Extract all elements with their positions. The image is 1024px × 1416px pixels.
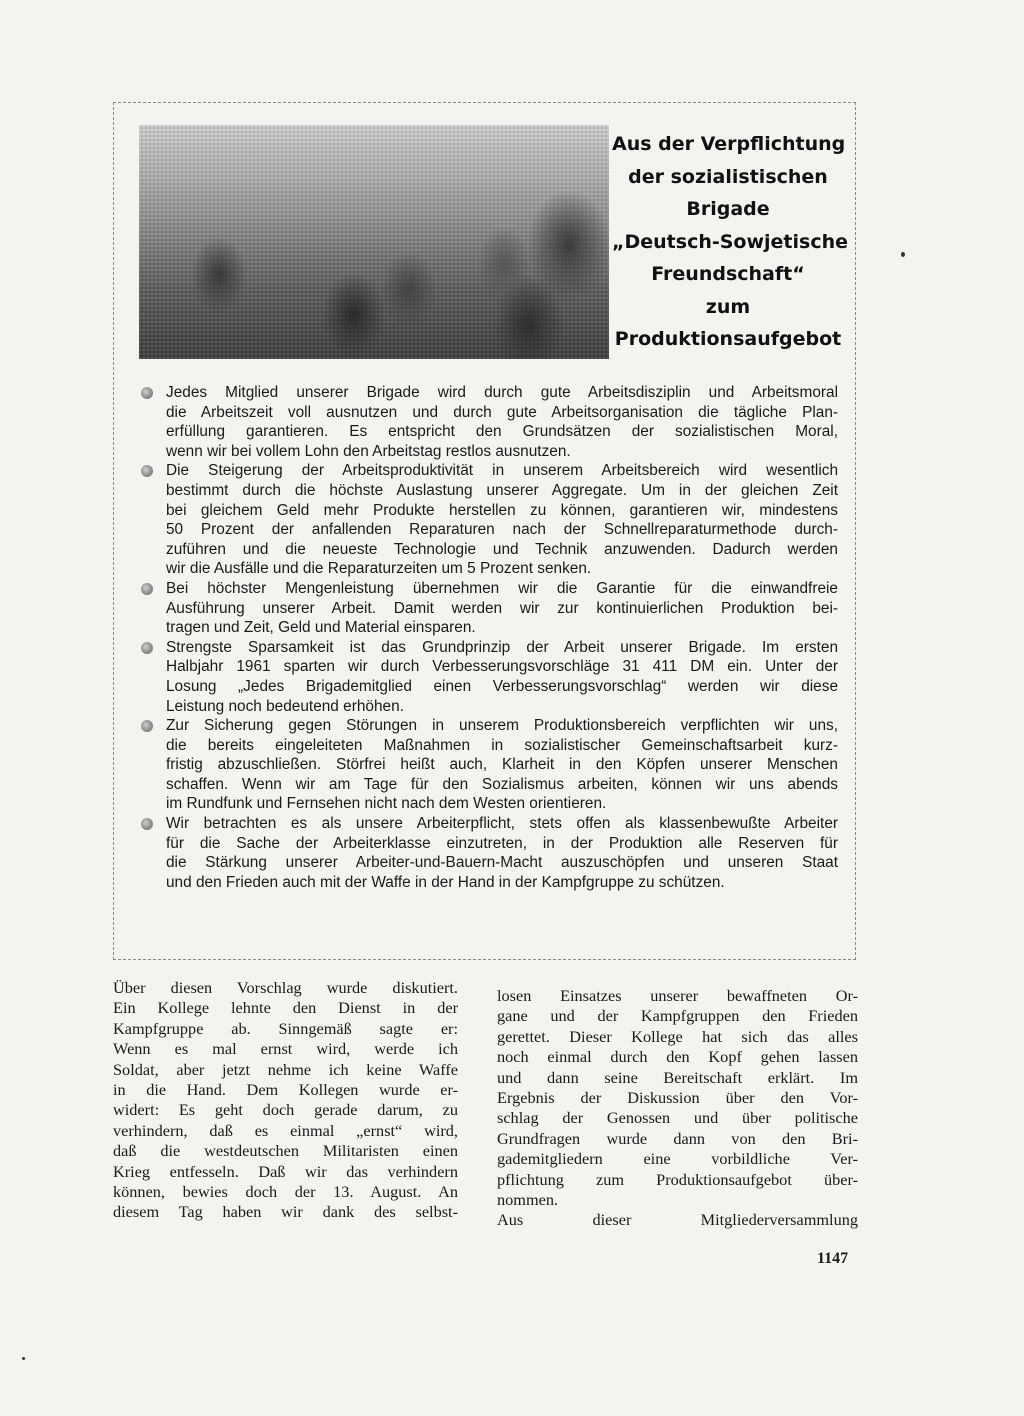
text-line: widert: Es geht doch gerade darum, zu bbox=[113, 1100, 458, 1120]
text-line: im Rundfunk und Fernsehen nicht nach dem Westen orientieren. bbox=[166, 795, 607, 813]
box-title bbox=[612, 128, 849, 356]
text-line: können, bewies doch der 13. August. An bbox=[113, 1182, 458, 1202]
title-line: Freundschaft“ bbox=[651, 263, 805, 285]
bullet-dot-icon bbox=[141, 465, 153, 477]
bullet-dot-icon bbox=[141, 642, 153, 654]
text-line: Wir betrachten es als unsere Arbeiterpflicht, stets offen als klassenbewußte Arbeiter bbox=[166, 815, 838, 833]
body-column-left bbox=[113, 978, 458, 1223]
text-line: gerettet. Dieser Kollege hat sich das alles bbox=[497, 1026, 858, 1046]
text-line: Grundfragen wurde dann von den Bri- bbox=[497, 1128, 858, 1148]
text-line: daß die westdeutschen Militaristen einen bbox=[113, 1141, 458, 1161]
title-line: „Deutsch-Sowjetische bbox=[612, 230, 849, 253]
text-line: losen Einsatzes unserer bewaffneten Or- bbox=[497, 986, 858, 1005]
text-line: Leistung noch bedeutend erhöhen. bbox=[166, 697, 404, 715]
text-line: verhindern, daß es einmal „ernst“ wird, bbox=[113, 1120, 458, 1140]
commitment-item bbox=[138, 814, 838, 892]
text-line: Kampfgruppe ab. Sinngemäß sagte er: bbox=[113, 1018, 458, 1038]
text-line: Soldat, aber jetzt nehme ich keine Waffe bbox=[113, 1059, 458, 1079]
text-line: schlag der Genossen und über politische bbox=[497, 1108, 858, 1128]
text-line: gane und der Kampfgruppen den Frieden bbox=[497, 1006, 858, 1026]
text-line: Jedes Mitglied unserer Brigade wird durch gute Arbeitsdisziplin und Arbeitsmoral bbox=[166, 384, 838, 401]
text-line: in die Hand. Dem Kollegen wurde er- bbox=[113, 1080, 458, 1100]
commitment-item bbox=[138, 716, 838, 814]
text-line: und dann seine Bereitschaft erklärt. Im bbox=[497, 1067, 858, 1087]
text-line: Wenn es mal ernst wird, werde ich bbox=[113, 1039, 458, 1059]
text-line: Ergebnis der Diskussion über den Vor- bbox=[497, 1088, 858, 1108]
text-line: Zur Sicherung gegen Störungen in unserem Produktionsbereich verpflichten wir uns, bbox=[166, 717, 838, 735]
text-line: die Stärkung unserer Arbeiter-und-Bauern-Macht auszuschöpfen und unseren Staat bbox=[166, 854, 838, 872]
bullet-dot-icon bbox=[141, 720, 153, 732]
text-line: diesem Tag haben wir dank des selbst- bbox=[113, 1202, 458, 1222]
text-line: Bei höchster Mengenleistung übernehmen wir die Garantie für die einwandfreie bbox=[166, 579, 838, 597]
title-line: Produktionsaufgebot bbox=[614, 328, 842, 350]
text-line: zuführen und die neueste Technologie und Technik anzuwenden. Dadurch werden bbox=[166, 540, 838, 558]
page-number: 1147 bbox=[817, 1250, 849, 1267]
text-line: bestimmt durch die höchste Auslastung unserer Aggregate. Um in der gleichen Zeit bbox=[166, 481, 838, 499]
text-line: bei gleichem Geld mehr Produkte herstellen zu können, garantieren wir, mindestens bbox=[166, 501, 838, 519]
title-line: Brigade bbox=[686, 198, 770, 220]
text-line: wir die Ausfälle und die Reparaturzeiten um 5 Prozent senken. bbox=[166, 560, 592, 578]
brigade-photo bbox=[139, 125, 609, 359]
text-line: die Arbeitszeit voll ausnutzen und durch gute Arbeitsorganisation die tägliche Plan- bbox=[166, 403, 838, 421]
text-line: Die Steigerung der Arbeitsproduktivität in unserem Arbeitsbereich wird wesentlich bbox=[166, 462, 838, 480]
text-line: Krieg entfesseln. Daß wir das verhindern bbox=[113, 1161, 458, 1181]
commitment-item bbox=[138, 383, 838, 461]
text-line: erfüllung garantieren. Es entspricht den Grundsätzen der sozialistischen Moral, bbox=[166, 423, 838, 441]
text-line: Losung „Jedes Brigademitglied einen Verbesserungsvorschlag“ werden wir diese bbox=[166, 677, 838, 695]
text-line: Halbjahr 1961 sparten wir durch Verbesserungsvorschläge 31 411 DM ein. Unter der bbox=[166, 658, 838, 676]
text-line: nommen. bbox=[497, 1190, 559, 1210]
body-column-right bbox=[497, 986, 858, 1231]
text-line: Strengste Sparsamkeit ist das Grundprinzip der Arbeit unserer Brigade. Im ersten bbox=[166, 638, 838, 656]
text-line: und den Frieden auch mit der Waffe in der Hand in der Kampfgruppe zu schützen. bbox=[166, 873, 725, 891]
text-line: noch einmal durch den Kopf gehen lassen bbox=[497, 1047, 858, 1067]
commitment-item bbox=[138, 638, 838, 716]
title-line: der sozialistischen bbox=[628, 165, 828, 188]
text-line: für die Sache der Arbeiterklasse einzutreten, in der Produktion alle Reserven für bbox=[166, 834, 838, 852]
text-line: Ausführung unserer Arbeit. Damit werden wir zur kontinuierlichen Produktion bei- bbox=[166, 599, 838, 617]
text-line: tragen und Zeit, Geld und Material einsparen. bbox=[166, 619, 476, 637]
ink-speck bbox=[22, 1357, 25, 1360]
title-line: zum bbox=[705, 295, 751, 318]
text-line: gademitgliedern eine vorbildliche Ver- bbox=[497, 1149, 858, 1169]
ink-speck bbox=[901, 252, 905, 257]
commitment-item bbox=[138, 579, 838, 638]
text-line: Aus dieser Mitgliederversammlung bbox=[497, 1210, 858, 1230]
bullet-dot-icon bbox=[141, 583, 153, 595]
commitment-list bbox=[138, 383, 838, 892]
text-line: 50 Prozent der anfallenden Reparaturen nach der Schnellreparaturmethode durch- bbox=[166, 521, 838, 539]
commitment-item bbox=[138, 461, 838, 579]
text-line: Ein Kollege lehnte den Dienst in der bbox=[113, 998, 458, 1018]
title-line: Aus der Verpflichtung bbox=[612, 133, 846, 155]
text-line: wenn wir bei vollem Lohn den Arbeitstag restlos ausnutzen. bbox=[166, 442, 571, 460]
bullet-dot-icon bbox=[141, 387, 153, 399]
text-line: die bereits eingeleiteten Maßnahmen in sozialistischer Gemeinschaftsarbeit kurz- bbox=[166, 736, 838, 754]
text-line: schaffen. Wenn wir am Tage für den Sozialismus arbeiten, können wir uns abends bbox=[166, 775, 838, 793]
text-line: pflichtung zum Produktionsaufgebot über- bbox=[497, 1169, 858, 1189]
text-line: fristig abzuschließen. Störfrei heißt auch, Klarheit in den Köpfen unserer Menschen bbox=[166, 756, 838, 774]
bullet-dot-icon bbox=[141, 818, 153, 830]
text-line: Über diesen Vorschlag wurde diskutiert. bbox=[113, 978, 458, 997]
